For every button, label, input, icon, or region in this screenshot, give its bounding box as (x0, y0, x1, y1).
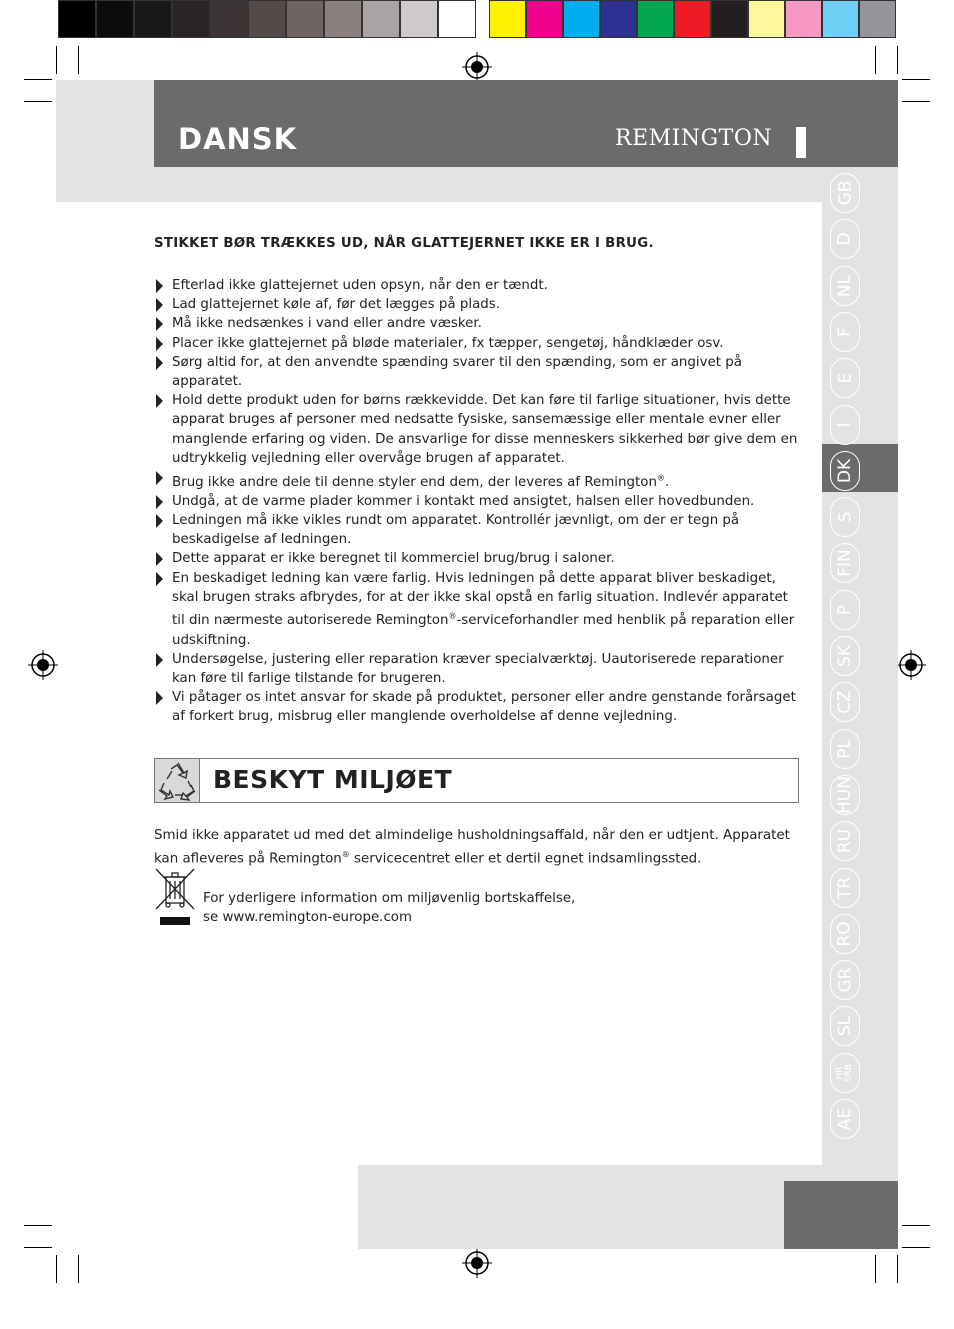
bullet-arrow-icon (156, 572, 163, 586)
brand-logo: REMINGTON (615, 126, 773, 151)
crop-mark (56, 1255, 57, 1283)
language-tab-label: I (834, 421, 855, 428)
language-tab-cz[interactable] (830, 682, 860, 722)
language-tab-gb[interactable] (830, 173, 860, 213)
language-tab-label: DK (835, 458, 855, 483)
safety-list (154, 276, 804, 727)
bullet-arrow-icon (156, 317, 163, 331)
safety-warning: STIKKET BØR TRÆKKES UD, NÅR GLATTEJERNET IKKE ER I BRUG. (154, 236, 654, 251)
color-swatch (134, 0, 172, 38)
language-tab-label: GB (835, 180, 855, 206)
language-tab-sl[interactable] (830, 1006, 860, 1046)
language-tab-label: RU (834, 829, 855, 854)
language-tab-ru[interactable] (830, 821, 860, 861)
bullet-arrow-icon (156, 394, 163, 408)
language-tab-dk[interactable] (830, 451, 860, 491)
safety-list-item (154, 569, 804, 650)
color-swatch (58, 0, 96, 38)
language-tab-label: HR SRB (834, 1063, 854, 1082)
color-swatch (489, 0, 526, 38)
environment-title: BESKYT MILJØET (213, 765, 453, 794)
safety-list-text: Må ikke nedsænkes i vand eller andre væsker. (172, 316, 482, 332)
crop-mark (56, 46, 57, 74)
disposal-info (203, 890, 575, 928)
safety-list-item (154, 391, 804, 468)
language-tab-label: PL (834, 738, 855, 759)
crop-mark (897, 46, 898, 74)
color-swatch (172, 0, 210, 38)
language-tab-d[interactable] (830, 219, 860, 259)
language-tab-p[interactable] (830, 590, 860, 630)
color-swatch (526, 0, 563, 38)
safety-list-text: Ledningen må ikke vikles rundt om apparatet. Kontrollér jævnligt, om der er tegn på beskadigelse af ledningen. (172, 512, 740, 548)
registration-mark-icon (462, 1248, 492, 1278)
crop-mark (24, 79, 52, 80)
bullet-arrow-icon (156, 471, 163, 485)
crop-mark (78, 46, 79, 74)
safety-list-text: Sørg altid for, at den anvendte spænding svarer til den spænding, som er angivet på apparatet. (172, 354, 742, 390)
color-swatch (748, 0, 785, 38)
recycle-icon-cell (155, 759, 200, 802)
crop-mark (902, 1225, 930, 1226)
language-tab-ae[interactable] (830, 1099, 860, 1139)
crop-mark (24, 1225, 52, 1226)
safety-list-item (154, 650, 804, 688)
language-tab-label: AE (835, 1107, 855, 1131)
disposal-info-line2: se www.remington-europe.com (203, 909, 413, 925)
print-color-bar (58, 0, 896, 40)
language-tab-pl[interactable] (830, 729, 860, 769)
registration-mark-icon (896, 650, 926, 680)
safety-list-text: Brug ikke andre dele til denne styler end dem, der leveres af Remington®. (172, 473, 670, 490)
safety-list-text: Vi påtager os intet ansvar for skade på produktet, personer eller andre genstande forårsaget af forkert brug, misbrug eller manglende overholdelse af denne vejledning. (172, 690, 796, 725)
color-swatch (362, 0, 400, 38)
color-swatch (563, 0, 600, 38)
safety-list-text: Undgå, at de varme plader kommer i kontakt med ansigtet, halsen eller hovedbunden. (172, 493, 755, 509)
crop-mark (24, 1247, 52, 1248)
language-tab-label: NL (834, 274, 855, 297)
registration-mark-icon (28, 650, 58, 680)
safety-list-text: Undersøgelse, justering eller reparation kræver specialværktøj. Uautoriserede reparationer kan føre til farlige tilstande for brugeren. (172, 651, 784, 686)
color-swatch (438, 0, 476, 38)
language-tab-label: GR (835, 967, 855, 993)
brand-logo-bar (796, 127, 806, 158)
color-swatch (859, 0, 896, 38)
language-tab-hr-srb[interactable] (830, 1053, 860, 1093)
color-swatch (96, 0, 134, 38)
environment-header (154, 758, 799, 803)
crop-mark (24, 101, 52, 102)
language-tab-i[interactable] (830, 405, 860, 445)
language-tab-tr[interactable] (830, 868, 860, 908)
safety-list-item (154, 276, 804, 295)
color-swatch (210, 0, 248, 38)
color-swatch (400, 0, 438, 38)
crop-mark (902, 1247, 930, 1248)
crop-mark (875, 1255, 876, 1283)
color-swatch (785, 0, 822, 38)
bullet-arrow-icon (156, 356, 163, 370)
crossed-bin-icon (154, 867, 196, 929)
environment-text: Smid ikke apparatet ud med det almindelige husholdningsaffald, når den er udtjent. Apparatet kan afleveres på Remington® servicecentret eller et dertil egnet indsamlingssted. (154, 828, 790, 867)
language-tab-nl[interactable] (830, 266, 860, 306)
color-swatch (674, 0, 711, 38)
bullet-arrow-icon (156, 298, 163, 312)
page-number-box (784, 1181, 898, 1249)
language-tab-f[interactable] (830, 312, 860, 352)
language-tab-s[interactable] (830, 497, 860, 537)
color-swatch (600, 0, 637, 38)
safety-list-item (154, 492, 804, 511)
language-tab-label: D (835, 232, 855, 246)
color-swatch (324, 0, 362, 38)
crop-mark (78, 1255, 79, 1283)
language-tab-label: HUN (835, 775, 856, 814)
color-swatch (286, 0, 324, 38)
safety-list-text: Lad glattejernet køle af, før det lægges på plads. (172, 297, 501, 313)
language-tab-label: RO (834, 921, 855, 947)
color-swatch (637, 0, 674, 38)
crop-mark (875, 46, 876, 74)
color-bar-gap (476, 0, 489, 40)
safety-list-item (154, 511, 804, 549)
recycle-icon (155, 759, 199, 802)
language-tab-gr[interactable] (830, 960, 860, 1000)
safety-list-item (154, 549, 804, 568)
registration-mark-icon (462, 52, 492, 82)
crop-mark (902, 79, 930, 80)
language-tab-label: P (834, 604, 855, 615)
language-tab-label: E (835, 372, 855, 384)
language-tab-label: SL (834, 1016, 855, 1037)
bullet-arrow-icon (156, 514, 163, 528)
safety-list-text: Dette apparat er ikke beregnet til kommerciel brug/brug i saloner. (172, 551, 615, 567)
language-tab-label: F (835, 327, 855, 337)
safety-list-text: Efterlad ikke glattejernet uden opsyn, når den er tændt. (172, 278, 548, 293)
language-tab-label: FIN (834, 549, 855, 578)
safety-list-item (154, 295, 804, 314)
bullet-arrow-icon (156, 337, 163, 351)
safety-list-text: En beskadiget ledning kan være farlig. Hvis ledningen på dette apparat bliver beskadiget, skal brugen straks afbrydes, for at der ikke skal opstå en farlig situation. Indlevér apparatet til din nærmeste autoriserede Remington®-serviceforhandler med henblik på reparation eller udskiftning. (172, 570, 795, 648)
bullet-arrow-icon (156, 495, 163, 509)
language-tab-label: CZ (835, 690, 855, 715)
color-swatch (248, 0, 286, 38)
bullet-arrow-icon (156, 653, 163, 667)
language-tab-hun[interactable] (830, 775, 860, 815)
disposal-info-line1: For yderligere information om miljøvenlig bortskaffelse, (203, 891, 576, 906)
bullet-arrow-icon (156, 279, 163, 293)
color-swatch (711, 0, 748, 38)
safety-list-item (154, 334, 804, 353)
language-tab-sk[interactable] (830, 636, 860, 676)
language-tab-label: S (834, 511, 855, 523)
safety-list-item (154, 688, 804, 726)
bullet-arrow-icon (156, 552, 163, 566)
color-swatch (822, 0, 859, 38)
language-tab-ro[interactable] (830, 914, 860, 954)
language-tab-label: SK (834, 645, 855, 667)
bullet-arrow-icon (156, 691, 163, 705)
safety-list-text: Hold dette produkt uden for børns rækkevidde. Det kan føre til farlige situationer, hvis dette apparat bruges af personer med nedsatte fysiske, sansemæssige eller mentale evner eller manglende erfaring og viden. De ansvarlige for disse menneskers sikkerhed bør give dem en udtrykkelig vejledning eller overvåge brugen af apparatet. (172, 393, 798, 466)
crop-mark (902, 101, 930, 102)
safety-list-text: Placer ikke glattejernet på bløde materialer, fx tæpper, sengetøj, håndklæder osv. (172, 335, 724, 351)
language-tab-label: TR (834, 876, 855, 899)
crop-mark (897, 1255, 898, 1283)
safety-list-item (154, 468, 804, 492)
language-tab-fin[interactable] (830, 543, 860, 583)
safety-list-item (154, 314, 804, 333)
language-tab-e[interactable] (830, 358, 860, 398)
page-title: DANSK (178, 122, 298, 156)
safety-list-item (154, 353, 804, 391)
